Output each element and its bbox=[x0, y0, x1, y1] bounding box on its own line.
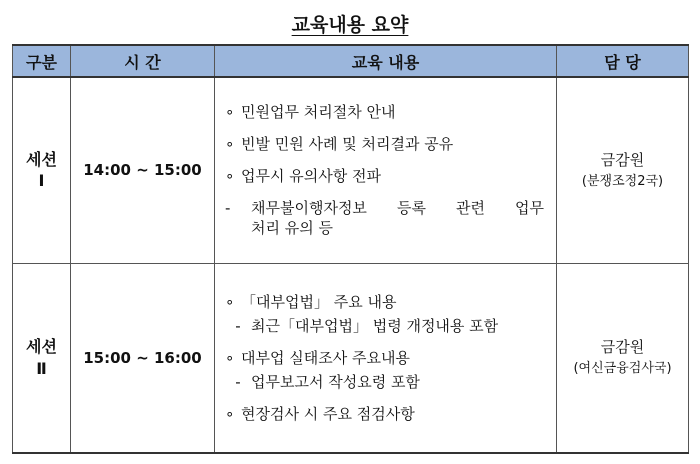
content-text: 민원업무 처리절차 안내 bbox=[241, 103, 396, 122]
session-content bbox=[215, 263, 557, 453]
dash-icon: - bbox=[225, 199, 231, 218]
content-text: 업무시 유의사항 전파 bbox=[241, 167, 381, 186]
header-owner: 담 당 bbox=[557, 45, 689, 77]
session-label: 세션 bbox=[26, 149, 57, 169]
header-time: 시 간 bbox=[71, 45, 215, 77]
header-category: 구분 bbox=[13, 45, 71, 77]
content-subitem bbox=[225, 316, 544, 336]
content-subitem-cont: 처리 유의 등 bbox=[251, 219, 333, 238]
bullet-icon: ∘ bbox=[225, 135, 235, 154]
session-label: 세션 bbox=[26, 337, 57, 357]
session-time: 14:00 ~ 15:00 bbox=[71, 77, 215, 263]
content-item bbox=[225, 166, 544, 186]
content-text: 빈발 민원 사례 및 처리결과 공유 bbox=[241, 135, 454, 154]
dash-icon: - bbox=[235, 316, 241, 335]
document-title: 교육내용 요약 bbox=[291, 14, 409, 36]
content-item bbox=[225, 348, 544, 368]
session-number: Ⅱ bbox=[36, 358, 47, 378]
session-name bbox=[13, 263, 71, 453]
summary-table bbox=[12, 44, 689, 454]
header-row bbox=[13, 45, 689, 77]
content-item bbox=[225, 292, 544, 312]
content-subitem bbox=[225, 198, 544, 218]
session-name bbox=[13, 77, 71, 263]
session-owner bbox=[557, 77, 689, 263]
bullet-icon: ∘ bbox=[225, 167, 235, 186]
bullet-icon: ∘ bbox=[225, 348, 235, 367]
session-row-1 bbox=[13, 77, 689, 263]
owner-name: 금감원 bbox=[600, 150, 645, 169]
owner-name: 금감원 bbox=[600, 338, 645, 357]
session-owner bbox=[557, 263, 689, 453]
content-text: 현장검사 시 주요 점검사항 bbox=[241, 404, 415, 423]
subitem-text: 채무불이행자정보 등록 관련 업무 bbox=[251, 199, 544, 218]
owner-dept: (분쟁조정2국) bbox=[581, 173, 664, 189]
content-item bbox=[225, 134, 544, 154]
session-row-2 bbox=[13, 263, 689, 453]
session-content bbox=[215, 77, 557, 263]
owner-dept: (여신금융검사국) bbox=[573, 361, 672, 377]
subitem-text: 최근「대부업법」 법령 개정내용 포함 bbox=[251, 316, 499, 335]
content-item bbox=[225, 102, 544, 122]
header-content: 교육 내용 bbox=[215, 45, 557, 77]
subitem-text: 업무보고서 작성요령 포함 bbox=[251, 372, 420, 391]
content-item bbox=[225, 404, 544, 424]
bullet-icon: ∘ bbox=[225, 292, 235, 311]
content-text: 대부업 실태조사 주요내용 bbox=[241, 348, 410, 367]
content-subitem bbox=[225, 372, 544, 392]
session-time: 15:00 ~ 16:00 bbox=[71, 263, 215, 453]
dash-icon: - bbox=[235, 372, 241, 391]
bullet-icon: ∘ bbox=[225, 103, 235, 122]
content-text: 「대부업법」 주요 내용 bbox=[241, 292, 397, 311]
bullet-icon: ∘ bbox=[225, 404, 235, 423]
session-number: Ⅰ bbox=[38, 171, 45, 191]
